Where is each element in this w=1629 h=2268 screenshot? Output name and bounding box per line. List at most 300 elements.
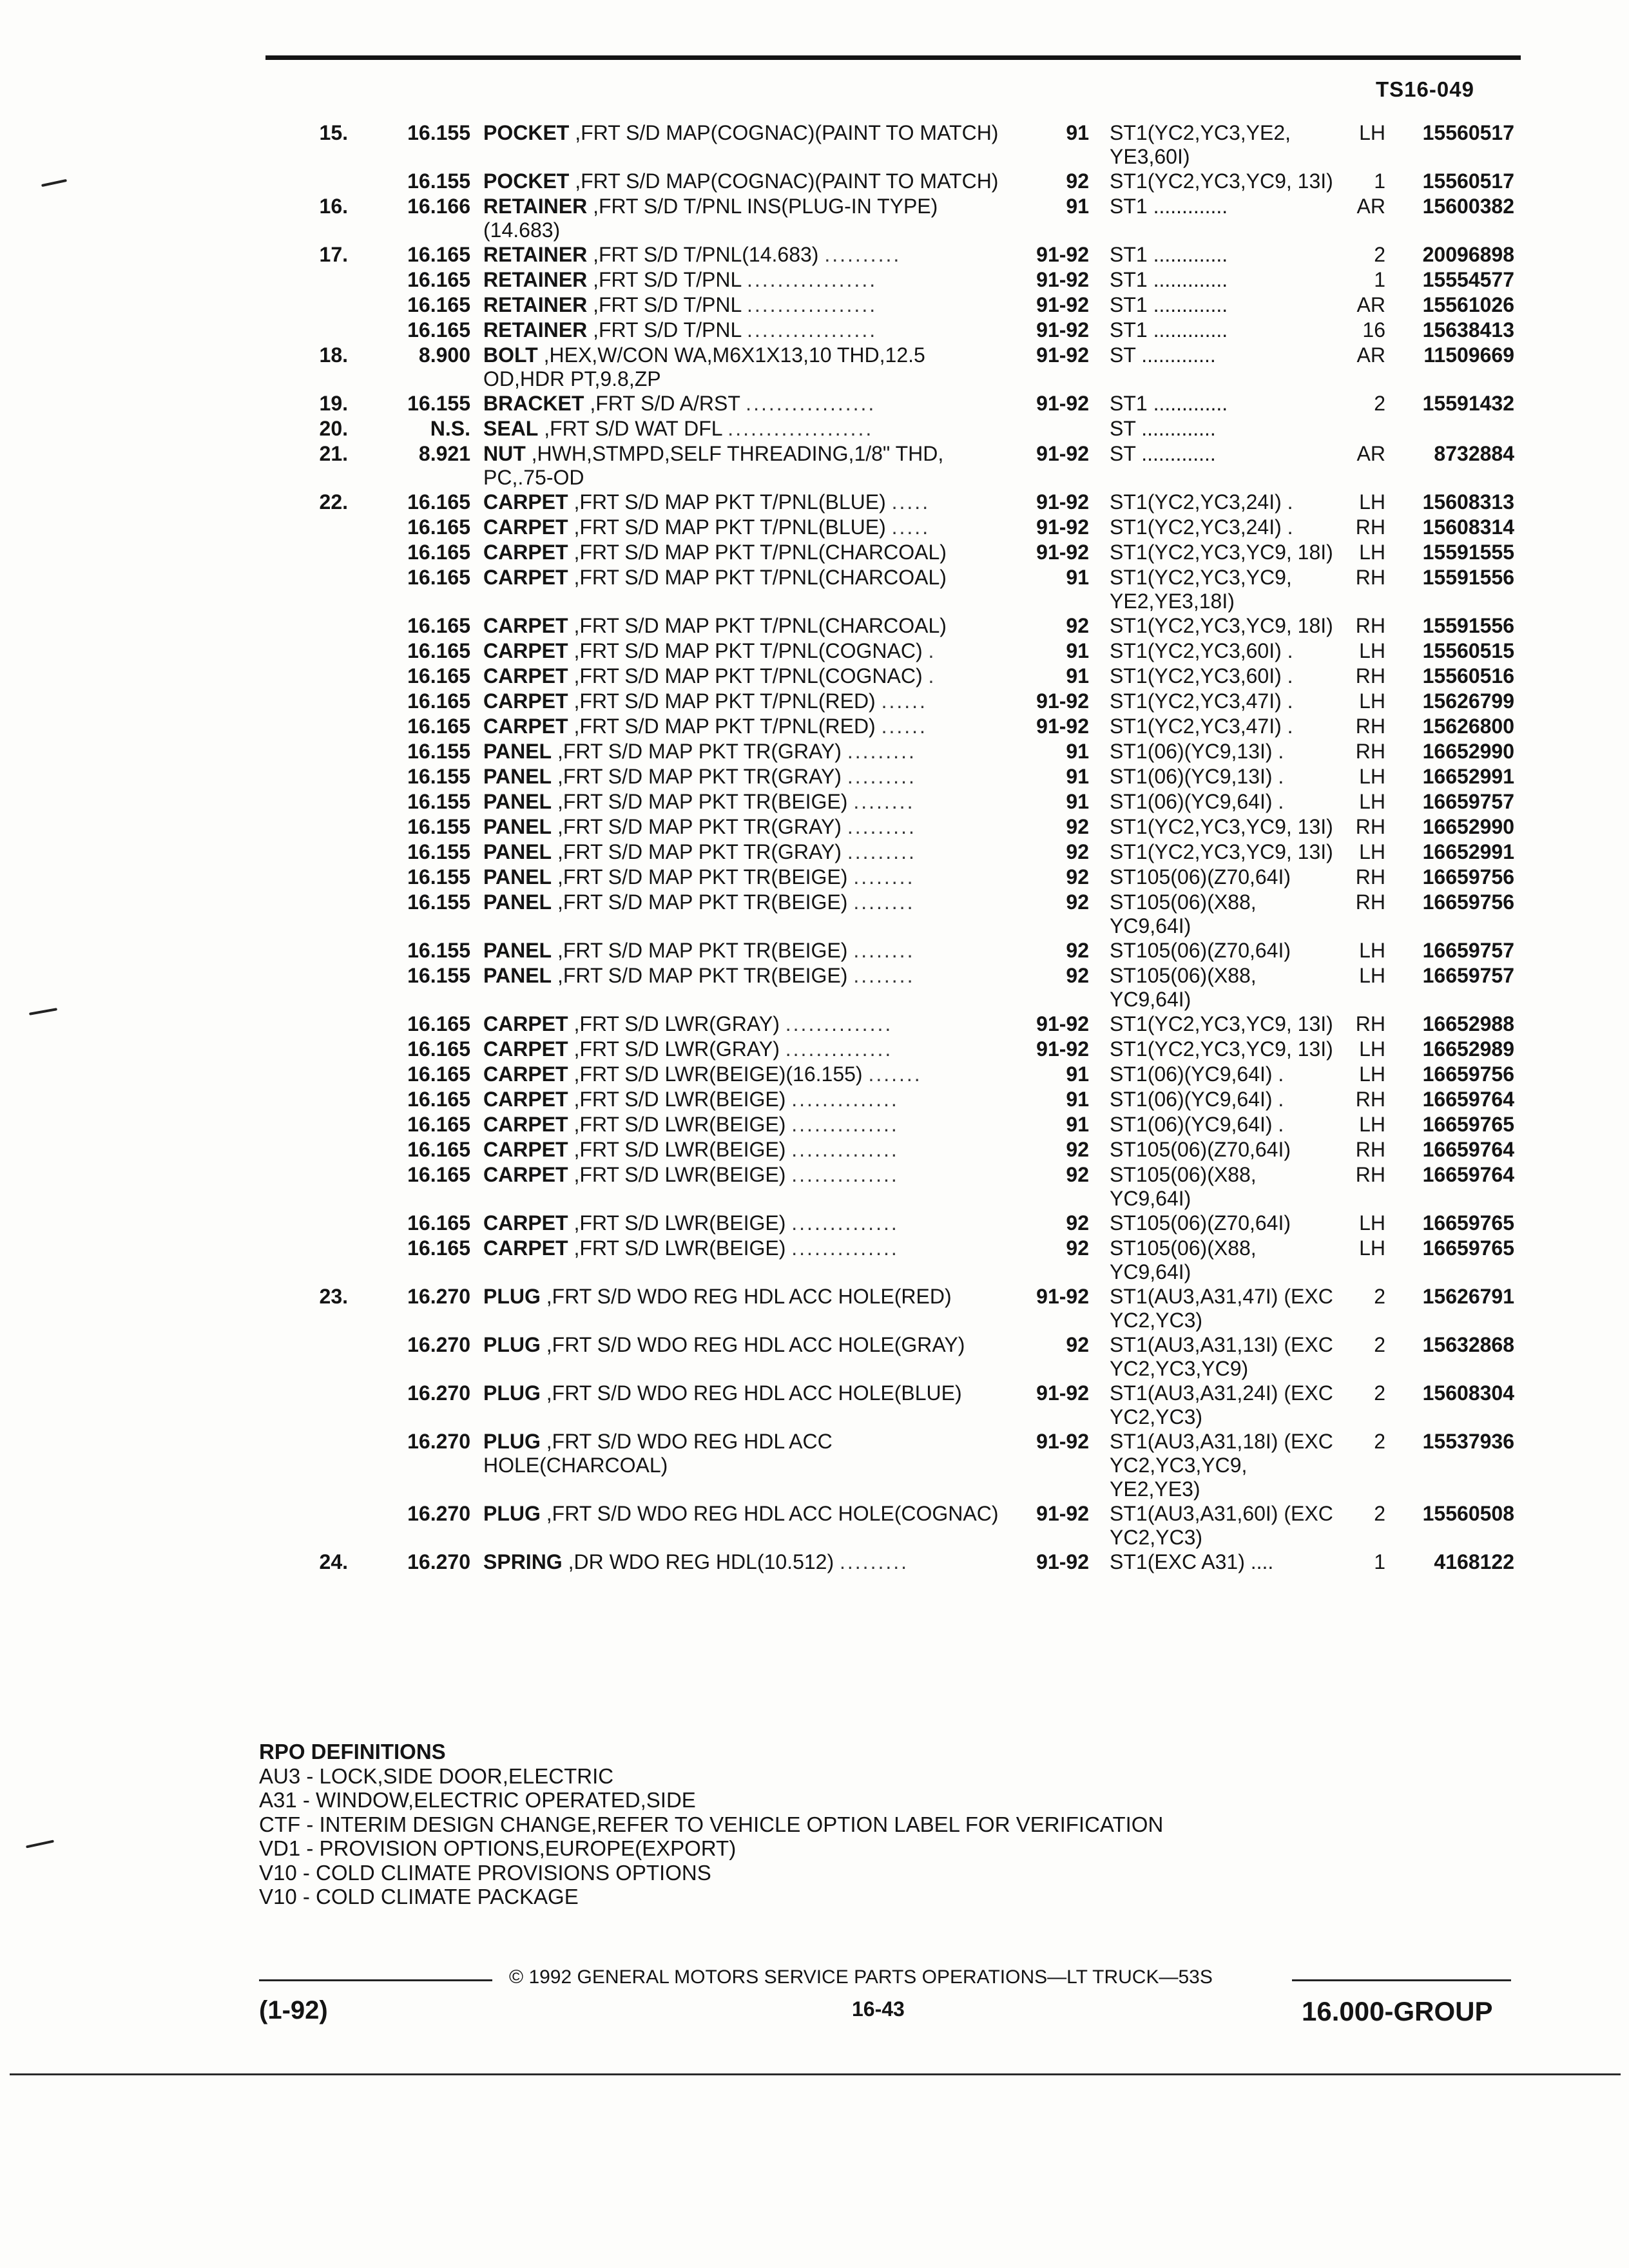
quantity: RH xyxy=(1355,664,1385,687)
quantity: LH xyxy=(1359,1211,1385,1235)
part-description xyxy=(483,1502,1012,1526)
part-number: 15560516 xyxy=(1422,664,1514,687)
group-number: 16.165 xyxy=(407,689,470,713)
item-number: 21. xyxy=(319,442,348,465)
copyright-notice: © 1992 GENERAL MOTORS SERVICE PARTS OPERATIONS—LT TRUCK—53S xyxy=(509,1966,1213,1988)
footer-rule-right xyxy=(1292,1979,1511,1981)
part-row xyxy=(0,1550,1629,1575)
leader-dots: ........ xyxy=(853,790,915,813)
part-number: 16659757 xyxy=(1422,790,1514,813)
part-number: 16652988 xyxy=(1422,1012,1514,1035)
part-number: 15560517 xyxy=(1422,169,1514,193)
part-detail: ,FRT S/D WDO REG HDL ACC HOLE(BLUE) xyxy=(546,1381,962,1405)
part-name: CARPET xyxy=(483,689,568,713)
leader-dots: .............. xyxy=(791,1138,899,1161)
quantity: LH xyxy=(1359,639,1385,662)
part-number: 15626791 xyxy=(1422,1285,1514,1308)
part-detail: ,FRT S/D T/PNL(14.683) xyxy=(593,243,819,266)
model-year: 92 xyxy=(1066,964,1089,987)
model-usage: ST1(AU3,A31,47I) (EXC YC2,YC3) xyxy=(1110,1285,1333,1332)
part-row xyxy=(0,1236,1629,1285)
model-year: 91 xyxy=(1066,121,1089,144)
group-number: 16.165 xyxy=(407,541,470,564)
part-row xyxy=(0,840,1629,865)
quantity: LH xyxy=(1359,939,1385,962)
group-number: 16.155 xyxy=(407,865,470,889)
leader-dots: ................. xyxy=(746,392,876,415)
group-number: 16.165 xyxy=(407,1088,470,1111)
model-year: 91 xyxy=(1066,566,1089,589)
part-row xyxy=(0,1163,1629,1211)
part-name: PANEL xyxy=(483,964,552,987)
part-detail: ,FRT S/D LWR(GRAY) xyxy=(574,1012,780,1035)
quantity: LH xyxy=(1359,1113,1385,1136)
part-number: 15638413 xyxy=(1422,318,1514,341)
part-detail: ,FRT S/D LWR(BEIGE) xyxy=(574,1088,786,1111)
part-row xyxy=(0,865,1629,890)
model-year: 91 xyxy=(1066,639,1089,662)
part-row xyxy=(0,268,1629,293)
parts-list xyxy=(0,121,1629,1575)
part-description xyxy=(483,490,1012,514)
quantity: AR xyxy=(1356,195,1385,218)
part-description xyxy=(483,790,1012,814)
part-name: CARPET xyxy=(483,1062,568,1086)
part-row xyxy=(0,392,1629,417)
rpo-definitions xyxy=(259,1740,1163,1909)
part-row xyxy=(0,639,1629,664)
model-usage: ST ............. xyxy=(1110,417,1216,440)
leader-dots: .............. xyxy=(791,1211,899,1235)
leader-dots: ......... xyxy=(840,1550,909,1573)
model-usage: ST1(AU3,A31,24I) (EXC YC2,YC3) xyxy=(1110,1381,1333,1428)
part-detail: ,FRT S/D LWR(BEIGE) xyxy=(574,1236,786,1260)
part-row xyxy=(0,169,1629,195)
quantity: LH xyxy=(1359,964,1385,987)
quantity: AR xyxy=(1356,343,1385,367)
leader-dots: ......... xyxy=(847,840,916,863)
quantity: LH xyxy=(1359,790,1385,813)
part-detail: ,FRT S/D MAP PKT T/PNL(BLUE) xyxy=(574,490,886,514)
part-name: CARPET xyxy=(483,566,568,589)
item-number: 20. xyxy=(319,417,348,440)
leader-dots: ................. xyxy=(746,268,878,291)
group-number: 16.155 xyxy=(407,964,470,987)
quantity: RH xyxy=(1355,1012,1385,1035)
part-name: PLUG xyxy=(483,1502,541,1525)
leader-dots: ......... xyxy=(847,740,916,763)
part-number: 15591432 xyxy=(1422,392,1514,415)
part-number: 16659765 xyxy=(1422,1236,1514,1260)
model-usage: ST1(YC2,YC3,YC9, 13I) xyxy=(1110,840,1333,863)
quantity: RH xyxy=(1355,865,1385,889)
part-detail: ,FRT S/D MAP PKT TR(BEIGE) xyxy=(557,890,848,914)
part-number: 15560515 xyxy=(1422,639,1514,662)
part-row xyxy=(0,1138,1629,1163)
part-row xyxy=(0,664,1629,689)
group-number: 8.921 xyxy=(418,442,470,465)
part-row xyxy=(0,740,1629,765)
part-description xyxy=(483,1430,1012,1477)
quantity: 16 xyxy=(1362,318,1385,341)
part-row xyxy=(0,890,1629,939)
group-number: 16.155 xyxy=(407,392,470,415)
group-number: 16.155 xyxy=(407,790,470,813)
group-number: 16.165 xyxy=(407,664,470,687)
leader-dots: ........ xyxy=(853,964,915,987)
part-row xyxy=(0,293,1629,318)
part-name: CARPET xyxy=(483,1211,568,1235)
group-number: 16.165 xyxy=(407,614,470,637)
part-description xyxy=(483,1037,1012,1061)
part-detail: ,DR WDO REG HDL(10.512) xyxy=(568,1550,834,1573)
quantity: LH xyxy=(1359,121,1385,144)
part-name: CARPET xyxy=(483,715,568,738)
model-year: 91-92 xyxy=(1036,1550,1089,1573)
part-description xyxy=(483,343,1012,391)
group-number: 16.270 xyxy=(407,1430,470,1453)
part-number: 16652990 xyxy=(1422,815,1514,838)
leader-dots: ................. xyxy=(746,293,878,316)
part-detail: ,FRT S/D MAP PKT T/PNL(CHARCOAL) xyxy=(574,566,947,589)
part-name: RETAINER xyxy=(483,195,588,218)
part-detail: ,HWH,STMPD,SELF THREADING,1/8" THD, PC,.75-OD xyxy=(483,442,944,489)
quantity: RH xyxy=(1355,566,1385,589)
leader-dots: ......... xyxy=(847,765,916,788)
part-detail: ,FRT S/D MAP PKT TR(BEIGE) xyxy=(557,939,848,962)
part-row xyxy=(0,815,1629,840)
leader-dots: .............. xyxy=(791,1113,899,1136)
part-name: RETAINER xyxy=(483,243,588,266)
part-name: CARPET xyxy=(483,490,568,514)
part-number: 16659764 xyxy=(1422,1138,1514,1161)
leader-dots: .............. xyxy=(791,1088,899,1111)
part-number: 16652991 xyxy=(1422,840,1514,863)
model-usage: ST1 ............. xyxy=(1110,243,1228,266)
part-detail: ,FRT S/D MAP PKT T/PNL(CHARCOAL) xyxy=(574,541,947,564)
leader-dots: .............. xyxy=(791,1236,899,1260)
part-description xyxy=(483,195,1012,242)
leader-dots: .......... xyxy=(824,243,901,266)
group-number: 16.165 xyxy=(407,1236,470,1260)
part-description xyxy=(483,1381,1012,1405)
part-number: 16659765 xyxy=(1422,1113,1514,1136)
model-year: 91 xyxy=(1066,765,1089,788)
part-name: PANEL xyxy=(483,740,552,763)
part-name: PLUG xyxy=(483,1381,541,1405)
part-description xyxy=(483,392,1012,416)
model-usage: ST1(YC2,YC3,YC9, 13I) xyxy=(1110,815,1333,838)
part-number: 15591556 xyxy=(1422,614,1514,637)
part-detail: ,FRT S/D MAP PKT TR(GRAY) xyxy=(557,740,842,763)
part-description xyxy=(483,1163,1012,1187)
group-number: 16.165 xyxy=(407,1163,470,1186)
part-name: CARPET xyxy=(483,614,568,637)
part-row xyxy=(0,1037,1629,1062)
group-number: 16.165 xyxy=(407,293,470,316)
part-detail: ,FRT S/D LWR(BEIGE) xyxy=(574,1163,786,1186)
model-usage: ST1 ............. xyxy=(1110,392,1228,415)
part-detail: ,FRT S/D WDO REG HDL ACC HOLE(COGNAC) xyxy=(546,1502,999,1525)
group-number: 16.165 xyxy=(407,243,470,266)
model-year: 91-92 xyxy=(1036,1502,1089,1525)
group-number: 16.165 xyxy=(407,1113,470,1136)
model-year: 91-92 xyxy=(1036,541,1089,564)
part-number: 16659764 xyxy=(1422,1088,1514,1111)
model-usage: ST105(06)(Z70,64I) xyxy=(1110,1138,1291,1161)
model-usage: ST1(YC2,YC3,YC9, YE2,YE3,18I) xyxy=(1110,566,1292,613)
part-description xyxy=(483,939,1012,963)
part-row xyxy=(0,121,1629,169)
part-row xyxy=(0,790,1629,815)
part-name: CARPET xyxy=(483,1012,568,1035)
part-number: 16652990 xyxy=(1422,740,1514,763)
model-year: 91-92 xyxy=(1036,268,1089,291)
item-number: 23. xyxy=(319,1285,348,1308)
part-detail: ,FRT S/D MAP PKT TR(GRAY) xyxy=(557,840,842,863)
part-row xyxy=(0,318,1629,343)
part-detail: ,FRT S/D MAP PKT T/PNL(CHARCOAL) xyxy=(574,614,947,637)
part-number: 16659756 xyxy=(1422,865,1514,889)
part-description xyxy=(483,1236,1012,1260)
quantity: RH xyxy=(1355,1138,1385,1161)
part-description xyxy=(483,169,1012,193)
part-description xyxy=(483,740,1012,764)
part-name: CARPET xyxy=(483,664,568,687)
part-name: SPRING xyxy=(483,1550,563,1573)
group-name: 16.000-GROUP xyxy=(1302,1996,1493,2026)
model-year: 92 xyxy=(1066,815,1089,838)
model-year: 91-92 xyxy=(1036,343,1089,367)
part-detail: ,FRT S/D MAP PKT T/PNL(COGNAC) xyxy=(574,639,923,662)
part-name: CARPET xyxy=(483,1037,568,1061)
quantity: AR xyxy=(1356,293,1385,316)
quantity: RH xyxy=(1355,815,1385,838)
leader-dots: ...... xyxy=(881,689,927,713)
part-description xyxy=(483,689,1012,713)
part-description xyxy=(483,1211,1012,1235)
quantity: 2 xyxy=(1374,1381,1385,1405)
part-name: CARPET xyxy=(483,1163,568,1186)
part-detail: ,FRT S/D MAP PKT TR(GRAY) xyxy=(557,815,842,838)
part-description xyxy=(483,1550,1012,1574)
part-number: 16652989 xyxy=(1422,1037,1514,1061)
part-number: 8732884 xyxy=(1434,442,1514,465)
part-name: CARPET xyxy=(483,515,568,539)
group-number: 16.270 xyxy=(407,1550,470,1573)
rpo-item-au3: AU3 - LOCK,SIDE DOOR,ELECTRIC xyxy=(259,1763,614,1788)
model-usage: ST1(YC2,YC3,24I) . xyxy=(1110,490,1293,514)
part-name: BRACKET xyxy=(483,392,584,415)
quantity: LH xyxy=(1359,1236,1385,1260)
group-number: 16.165 xyxy=(407,566,470,589)
group-number: 16.155 xyxy=(407,815,470,838)
part-name: RETAINER xyxy=(483,268,588,291)
group-number: 16.155 xyxy=(407,840,470,863)
part-description xyxy=(483,715,1012,738)
model-year: 92 xyxy=(1066,1236,1089,1260)
model-usage: ST1(YC2,YC3,YC9, 18I) xyxy=(1110,614,1333,637)
part-row xyxy=(0,1088,1629,1113)
model-year: 91 xyxy=(1066,1088,1089,1111)
part-description xyxy=(483,442,1012,490)
part-detail: ,FRT S/D MAP PKT T/PNL(RED) xyxy=(574,715,876,738)
model-year: 91-92 xyxy=(1036,490,1089,514)
part-number: 16659765 xyxy=(1422,1211,1514,1235)
part-detail: ,FRT S/D LWR(BEIGE) xyxy=(574,1211,786,1235)
quantity: LH xyxy=(1359,689,1385,713)
part-detail: ,FRT S/D MAP PKT TR(GRAY) xyxy=(557,765,842,788)
leader-dots: ........ xyxy=(853,890,915,914)
part-name: PLUG xyxy=(483,1285,541,1308)
group-number: 8.900 xyxy=(418,343,470,367)
item-number: 17. xyxy=(319,243,348,266)
part-name: CARPET xyxy=(483,1236,568,1260)
part-name: PANEL xyxy=(483,865,552,889)
leader-dots: ........ xyxy=(853,939,915,962)
part-description xyxy=(483,268,1012,292)
part-name: PANEL xyxy=(483,815,552,838)
model-usage: ST1(EXC A31) .... xyxy=(1110,1550,1274,1573)
part-detail: ,HEX,W/CON WA,M6X1X13,10 THD,12.5 OD,HDR PT,9.8,ZP xyxy=(483,343,925,390)
part-description xyxy=(483,1333,1012,1357)
rpo-item-v10-package: V10 - COLD CLIMATE PACKAGE xyxy=(259,1885,579,1908)
model-usage: ST ............. xyxy=(1110,442,1216,465)
part-row xyxy=(0,1012,1629,1037)
model-year: 92 xyxy=(1066,1138,1089,1161)
model-year: 92 xyxy=(1066,614,1089,637)
part-row xyxy=(0,490,1629,515)
group-number: 16.155 xyxy=(407,121,470,144)
group-number: 16.155 xyxy=(407,890,470,914)
quantity: 1 xyxy=(1374,1550,1385,1573)
model-year: 91-92 xyxy=(1036,1285,1089,1308)
rpo-item-a31: A31 - WINDOW,ELECTRIC OPERATED,SIDE xyxy=(259,1788,696,1812)
model-usage: ST105(06)(Z70,64I) xyxy=(1110,939,1291,962)
model-usage: ST1(YC2,YC3,47I) . xyxy=(1110,689,1293,713)
part-description xyxy=(483,541,1012,564)
part-row xyxy=(0,417,1629,442)
part-row xyxy=(0,1211,1629,1236)
part-description xyxy=(483,293,1012,317)
quantity: RH xyxy=(1355,890,1385,914)
group-number: 16.165 xyxy=(407,515,470,539)
quantity: 2 xyxy=(1374,1285,1385,1308)
part-detail: ,FRT S/D MAP(COGNAC)(PAINT TO MATCH) xyxy=(575,169,999,193)
part-row xyxy=(0,1285,1629,1333)
model-usage: ST1(AU3,A31,60I) (EXC YC2,YC3) xyxy=(1110,1502,1333,1549)
part-number: 15591555 xyxy=(1422,541,1514,564)
model-year: 91 xyxy=(1066,790,1089,813)
quantity: RH xyxy=(1355,715,1385,738)
model-year: 91-92 xyxy=(1036,318,1089,341)
part-description xyxy=(483,1012,1012,1036)
part-name: NUT xyxy=(483,442,526,465)
part-description xyxy=(483,1138,1012,1162)
part-row xyxy=(0,964,1629,1012)
quantity: 2 xyxy=(1374,1430,1385,1453)
model-year: 91-92 xyxy=(1036,243,1089,266)
part-description xyxy=(483,664,1012,688)
model-year: 91 xyxy=(1066,1062,1089,1086)
group-number: 16.165 xyxy=(407,1012,470,1035)
quantity: RH xyxy=(1355,515,1385,539)
part-detail: ,FRT S/D WDO REG HDL ACC HOLE(RED) xyxy=(546,1285,952,1308)
quantity: 2 xyxy=(1374,1502,1385,1525)
part-number: 15560517 xyxy=(1422,121,1514,144)
model-usage: ST1 ............. xyxy=(1110,268,1228,291)
part-row xyxy=(0,939,1629,964)
model-usage: ST1(YC2,YC3,YC9, 18I) xyxy=(1110,541,1333,564)
part-description xyxy=(483,614,1012,638)
model-year: 91-92 xyxy=(1036,1381,1089,1405)
top-rule xyxy=(265,55,1521,60)
part-detail: ,FRT S/D T/PNL xyxy=(593,293,742,316)
rpo-item-vd1: VD1 - PROVISION OPTIONS,EUROPE(EXPORT) xyxy=(259,1836,737,1860)
part-name: POCKET xyxy=(483,121,570,144)
model-usage: ST1(YC2,YC3,60I) . xyxy=(1110,664,1293,687)
model-year: 91 xyxy=(1066,664,1089,687)
model-year: 91-92 xyxy=(1036,293,1089,316)
part-name: BOLT xyxy=(483,343,538,367)
leader-dots: ................. xyxy=(746,318,878,341)
leader-dots: ......... xyxy=(847,815,916,838)
part-number: 16659757 xyxy=(1422,964,1514,987)
part-number: 15537936 xyxy=(1422,1430,1514,1453)
group-number: 16.165 xyxy=(407,639,470,662)
group-number: 16.270 xyxy=(407,1502,470,1525)
part-detail: ,FRT S/D MAP(COGNAC)(PAINT TO MATCH) xyxy=(575,121,999,144)
part-row xyxy=(0,566,1629,614)
model-year: 91-92 xyxy=(1036,1430,1089,1453)
model-year: 91-92 xyxy=(1036,689,1089,713)
part-description xyxy=(483,890,1012,914)
part-row xyxy=(0,243,1629,268)
leader-dots: . xyxy=(928,664,936,687)
part-number: 15608314 xyxy=(1422,515,1514,539)
group-number: 16.155 xyxy=(407,765,470,788)
quantity: LH xyxy=(1359,541,1385,564)
part-row xyxy=(0,1430,1629,1502)
model-year: 92 xyxy=(1066,1211,1089,1235)
item-number: 22. xyxy=(319,490,348,514)
part-detail: ,FRT S/D WAT DFL xyxy=(544,417,722,440)
model-usage: ST1(06)(YC9,13I) . xyxy=(1110,765,1284,788)
model-usage: ST105(06)(X88, YC9,64I) xyxy=(1110,1163,1257,1210)
model-year: 91-92 xyxy=(1036,392,1089,415)
quantity: 2 xyxy=(1374,392,1385,415)
part-number: 15554577 xyxy=(1422,268,1514,291)
part-detail: ,FRT S/D MAP PKT TR(BEIGE) xyxy=(557,790,848,813)
model-usage: ST105(06)(Z70,64I) xyxy=(1110,865,1291,889)
part-name: PANEL xyxy=(483,765,552,788)
group-number: 16.165 xyxy=(407,1037,470,1061)
part-row xyxy=(0,715,1629,740)
part-number: 15591556 xyxy=(1422,566,1514,589)
group-number: 16.165 xyxy=(407,715,470,738)
leader-dots: ........ xyxy=(853,865,915,889)
model-usage: ST1(06)(YC9,64I) . xyxy=(1110,1088,1284,1111)
group-number: 16.165 xyxy=(407,268,470,291)
part-name: PANEL xyxy=(483,840,552,863)
part-detail: ,FRT S/D WDO REG HDL ACC HOLE(CHARCOAL) xyxy=(483,1430,833,1477)
quantity: RH xyxy=(1355,1163,1385,1186)
rpo-title: RPO DEFINITIONS xyxy=(259,1740,446,1763)
part-name: CARPET xyxy=(483,1088,568,1111)
part-name: PANEL xyxy=(483,890,552,914)
leader-dots: ..... xyxy=(891,490,930,514)
group-number: 16.166 xyxy=(407,195,470,218)
